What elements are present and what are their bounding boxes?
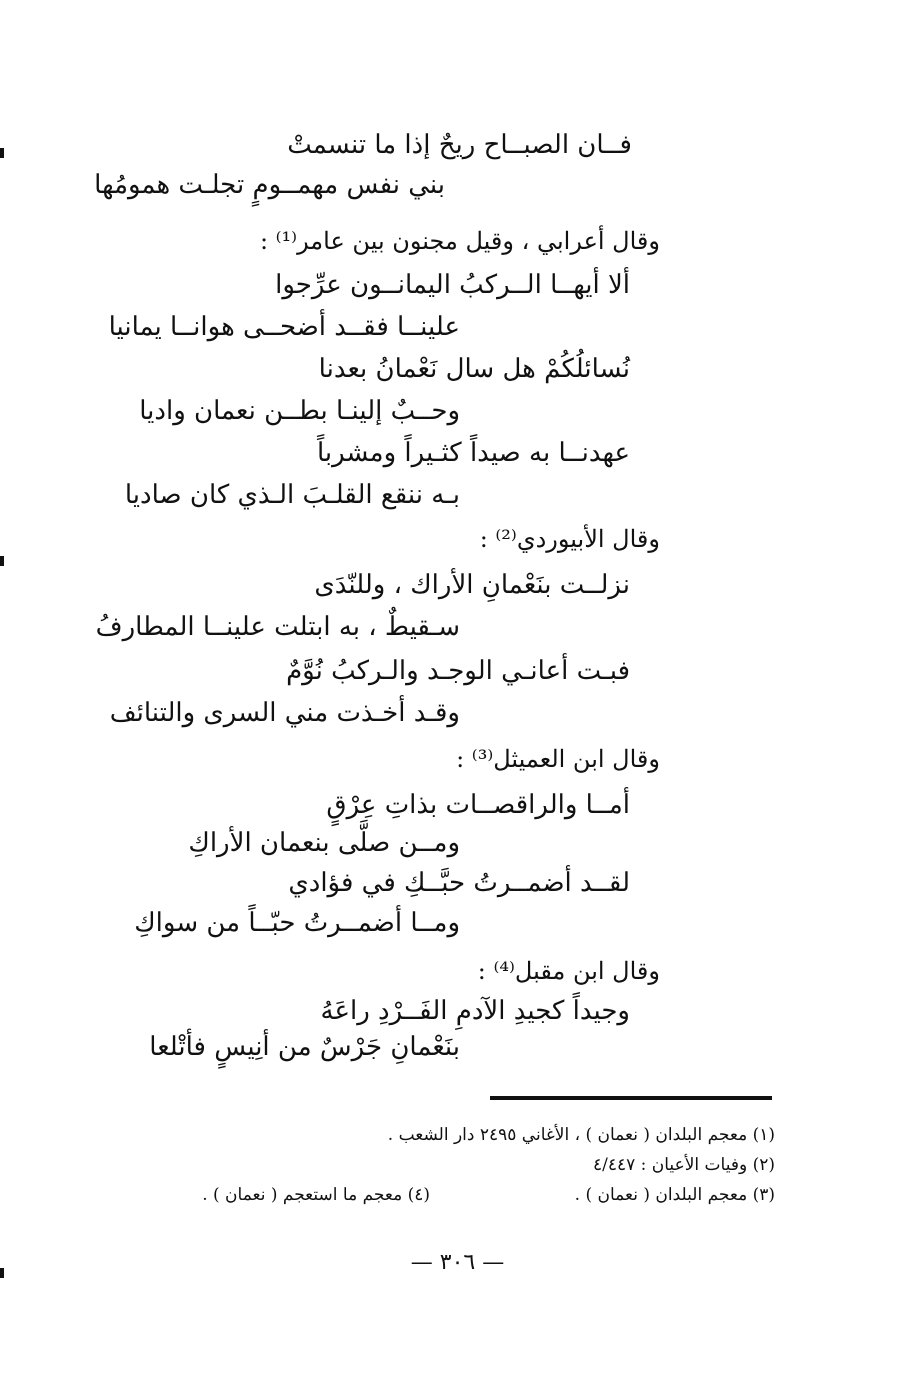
scan-edge-mark — [0, 1268, 4, 1278]
section-intro: وقال ابن مقبل⁽⁴⁾ : — [477, 957, 660, 985]
footnote-2: (٢) وفيات الأعيان : ٤/٤٤٧ — [592, 1155, 775, 1175]
page-number: — ٣٠٦ — — [410, 1250, 505, 1275]
verse-first-hemistich: ألا أيهــا الــركبُ اليمانــون عرِّجوا — [275, 270, 630, 300]
scan-edge-mark — [0, 148, 4, 158]
verse-first-hemistich: فبـت أعانـي الوجـد والـركبُ نُوَّمٌ — [286, 656, 630, 686]
verse-first-hemistich: نُسائلُكُمْ هل سال نَعْمانُ بعدنا — [318, 354, 630, 384]
scan-edge-mark — [0, 556, 4, 566]
verse-first-hemistich: نزلــت بنَعْمانِ الأراك ، وللنّدَى — [314, 570, 630, 600]
footnote-separator — [490, 1096, 772, 1100]
verse-first-hemistich: وجيداً كجيدِ الآدمِ الفَــرْدِ راعَهُ — [320, 996, 630, 1026]
verse-second-hemistich: سـقيطٌ ، به ابتلت علينــا المطارفُ — [95, 612, 460, 642]
footnote-3: (٣) معجم البلدان ( نعمان ) . — [574, 1185, 775, 1205]
footnote-1: (١) معجم البلدان ( نعمان ) ، الأغاني ٢٤٩٥ دار الشعب . — [387, 1125, 775, 1145]
verse-second-hemistich: بـه ننقع القلـبَ الـذي كان صاديا — [124, 480, 460, 510]
verse-second-hemistich: علينــا فقــد أضحــى هوانــا يمانيا — [108, 312, 460, 342]
verse-second-hemistich: وقـد أخـذت مني السرى والتنائف — [109, 698, 460, 728]
verse-second-hemistich: بنَعْمانِ جَرْسٌ من أنِيسٍ فأتْلعا — [149, 1032, 460, 1062]
verse-second-hemistich: وحــبٌ إلينـا بطــن نعمان واديا — [139, 396, 460, 426]
verse-first-hemistich: عهدنــا به صيداً كثـيراً ومشرباً — [316, 438, 630, 468]
footnote-4: (٤) معجم ما استعجم ( نعمان ) . — [202, 1185, 430, 1205]
verse-first-hemistich: فــان الصبــاح ريحٌ إذا ما تنسمتْ — [287, 130, 632, 160]
verse-second-hemistich: ومــا أضمــرتُ حبّــاً من سواكِ — [134, 908, 460, 938]
section-intro: وقال أعرابي ، وقيل مجنون بين عامر⁽¹⁾ : — [259, 227, 660, 255]
section-intro: وقال الأبيوردي⁽²⁾ : — [479, 525, 660, 553]
section-intro: وقال ابن العميثل⁽³⁾ : — [456, 745, 660, 773]
verse-first-hemistich: لقــد أضمــرتُ حبَّــكِ في فؤادي — [288, 868, 630, 898]
verse-second-hemistich: ومــن صلَّى بنعمان الأراكِ — [188, 828, 460, 858]
verse-second-hemistich: بني نفس مهمــومٍ تجلـت همومُها — [94, 170, 445, 200]
verse-first-hemistich: أمــا والراقصــات بذاتِ عِرْقٍ — [326, 790, 630, 820]
